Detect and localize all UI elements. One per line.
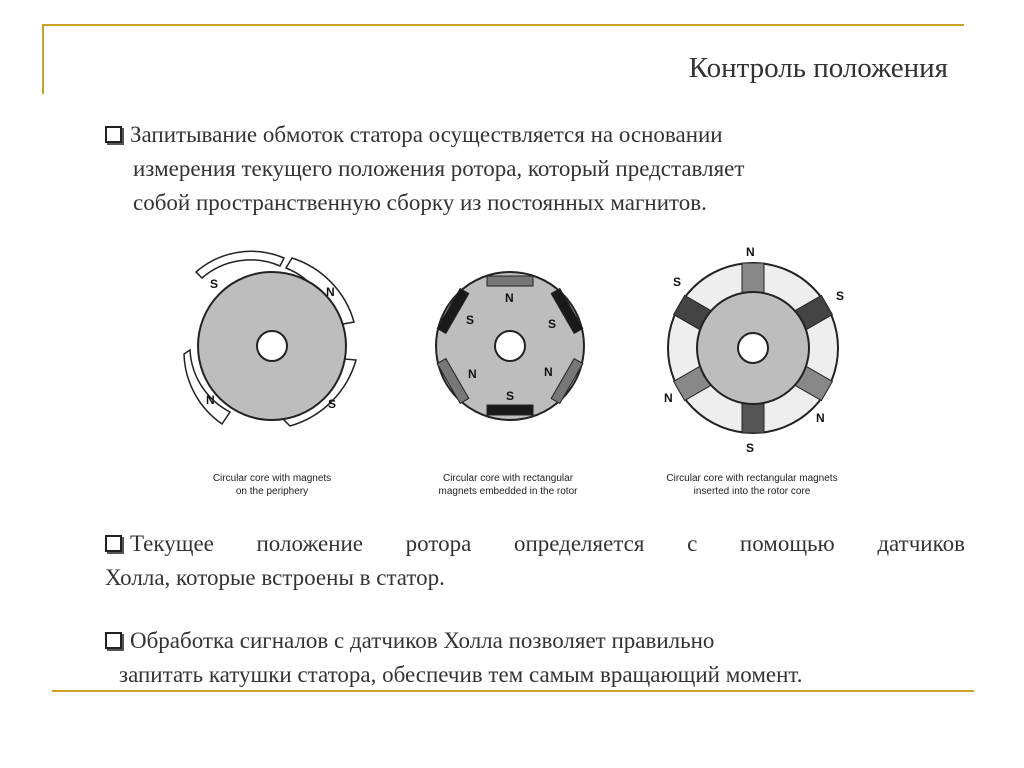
paragraph-1-line-2: измерения текущего положения ротора, который представляет	[133, 156, 745, 181]
d3-label-s-right: S	[836, 289, 845, 303]
frame-left-accent	[42, 24, 44, 94]
caption-3-line-1: Circular core with rectangular magnets	[666, 473, 838, 484]
paragraph-3-line-2: запитать катушки статора, обеспечив тем самым вращающий момент.	[119, 662, 803, 687]
paragraph-3	[105, 624, 803, 692]
caption-3-line-2: inserted into the rotor core	[693, 486, 811, 497]
d3-magnet-top	[742, 263, 764, 295]
caption-diagram-1	[162, 472, 382, 498]
diagram-3	[664, 245, 844, 455]
d2-label-s-left: S	[466, 313, 475, 327]
paragraph-2-line-1	[105, 527, 965, 561]
d1-label-s2: S	[328, 397, 337, 411]
checkbox-bullet-icon	[105, 126, 122, 143]
d3-label-s-left: S	[673, 275, 682, 289]
checkbox-bullet-icon	[105, 632, 122, 649]
paragraph-1-line-1: Запитывание обмоток статора осуществляется на основании	[130, 122, 723, 147]
paragraph-2-word-1: Текущее	[130, 531, 214, 556]
d2-label-n-left: N	[468, 367, 477, 381]
frame-top-line	[42, 24, 964, 26]
d2-label-n-right: N	[544, 365, 553, 379]
diagram-2	[436, 272, 584, 420]
rotor-diagrams-figure	[150, 230, 910, 510]
caption-diagram-3	[642, 472, 862, 498]
d2-label-s-bottom: S	[506, 389, 515, 403]
paragraph-2-line-2: Холла, которые встроены в статор.	[105, 565, 445, 590]
d1-label-n1: N	[326, 285, 335, 299]
caption-2-line-2: magnets embedded in the rotor	[438, 486, 578, 497]
paragraph-2-word-4: определяется	[513, 531, 645, 556]
d3-label-n-left: N	[664, 391, 673, 405]
caption-diagram-2	[398, 472, 618, 498]
d3-magnet-bottom	[742, 401, 764, 433]
paragraph-2-word-7: датчиков	[877, 531, 965, 556]
d1-label-s1: S	[210, 277, 219, 291]
rotor-diagrams-svg	[150, 230, 910, 510]
d2-shaft-hole	[495, 331, 525, 361]
caption-1-line-2: on the periphery	[235, 486, 309, 497]
paragraph-1	[105, 118, 744, 220]
caption-1-line-1: Circular core with magnets	[212, 473, 332, 484]
paragraph-2-word-6: помощью	[739, 531, 835, 556]
d2-label-s-right: S	[548, 317, 557, 331]
paragraph-2-word-3: ротора	[405, 531, 472, 556]
d1-label-n2: N	[206, 393, 215, 407]
d3-label-s-bottom: S	[746, 441, 755, 455]
paragraph-1-line-3: собой пространственную сборку из постоянных магнитов.	[133, 190, 707, 215]
paragraph-3-line-1: Обработка сигналов с датчиков Холла позволяет правильно	[130, 628, 715, 653]
diagram-1	[184, 251, 356, 426]
frame-bottom-line	[52, 690, 974, 692]
d2-magnet-bottom	[487, 405, 533, 415]
checkbox-bullet-icon	[105, 535, 122, 552]
paragraph-2-word-5: с	[687, 531, 698, 556]
d2-magnet-top	[487, 276, 533, 286]
d3-label-n-right: N	[816, 411, 825, 425]
d3-label-n-top: N	[746, 245, 755, 259]
paragraph-2	[105, 527, 965, 595]
caption-2-line-1: Circular core with rectangular	[442, 473, 574, 484]
d2-label-n-top: N	[505, 291, 514, 305]
d1-shaft-hole	[257, 331, 287, 361]
slide-title: Контроль положения	[688, 52, 948, 84]
d3-shaft-hole	[738, 333, 768, 363]
paragraph-2-word-2: положение	[256, 531, 364, 556]
